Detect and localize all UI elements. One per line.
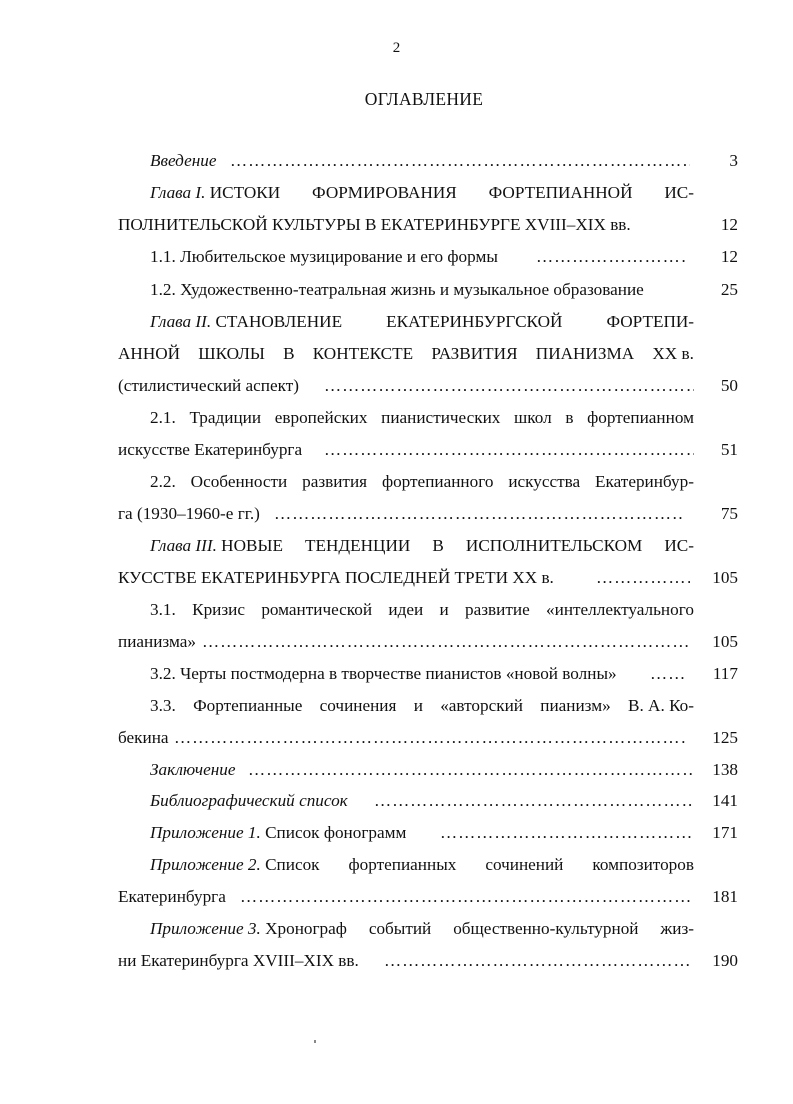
toc-entry-section-2-1-cont[interactable] — [118, 437, 738, 463]
scan-speck — [314, 1040, 316, 1043]
toc-page: 190 — [712, 951, 738, 970]
toc-leader — [230, 148, 690, 174]
toc-justified-line: Глава II. СТАНОВЛЕНИЕ ЕКАТЕРИНБУРГСКОЙ ФОРТЕПИ- — [150, 312, 694, 331]
toc-label: 3.2. Черты постмодерна в творчестве пианистов «новой волны» — [150, 664, 617, 683]
toc-entry-section-3-1[interactable] — [118, 597, 738, 623]
toc-entry-section-2-1[interactable] — [118, 405, 738, 431]
toc-entry-bibliography[interactable] — [118, 788, 738, 814]
toc-prefix: Глава II. — [150, 312, 212, 331]
toc-page: 105 — [712, 632, 738, 651]
toc-entry-section-3-3[interactable] — [118, 693, 738, 719]
toc-label: 1.1. Любительское музицирование и его формы — [150, 247, 498, 266]
toc-justified-line: АННОЙ ШКОЛЫ В КОНТЕКСТЕ РАЗВИТИЯ ПИАНИЗМА XX в. — [118, 344, 694, 363]
toc-entry-chapter-1[interactable] — [118, 180, 738, 206]
toc-prefix: Глава III. — [150, 536, 217, 555]
toc-label: Введение — [150, 151, 217, 170]
toc-entry-section-1-2[interactable] — [118, 277, 738, 303]
toc-page: 138 — [712, 760, 738, 779]
toc-page: 105 — [712, 568, 738, 587]
toc-page: 51 — [720, 440, 738, 459]
toc-label: Приложение 1. Список фонограмм — [150, 823, 407, 842]
toc-label: искусстве Екатеринбурга — [118, 440, 303, 459]
toc-page: 12 — [720, 247, 738, 266]
toc-entry-appendix-3[interactable] — [118, 916, 738, 942]
toc-label: ни Екатеринбурга XVIII–XIX вв. — [118, 951, 359, 970]
toc-prefix: Глава I. — [150, 183, 206, 202]
toc-justified-line: Приложение 2. Список фортепианных сочинений композиторов — [150, 855, 694, 874]
toc-leader — [202, 629, 688, 655]
toc-entry-appendix-1[interactable] — [118, 820, 738, 846]
toc-justified-line: 2.1. Традиции европейских пианистических школ в фортепианном — [150, 408, 694, 427]
toc-justified-line: 3.3. Фортепианные сочинения и «авторский пианизм» В. А. Ко- — [150, 696, 694, 715]
toc-label: га (1930–1960-е гг.) — [118, 504, 260, 523]
toc-entry-section-3-3-cont[interactable] — [118, 725, 738, 751]
toc-label: бекина — [118, 728, 169, 747]
toc-entry-appendix-2[interactable] — [118, 852, 738, 878]
toc-leader — [248, 757, 694, 783]
toc-entry-section-3-2[interactable] — [118, 661, 738, 687]
toc-label: Екатеринбурга — [118, 887, 226, 906]
toc-entry-section-2-2[interactable] — [118, 469, 738, 495]
toc-leader — [536, 244, 688, 270]
toc-label: ПОЛНИТЕЛЬСКОЙ КУЛЬТУРЫ В ЕКАТЕРИНБУРГЕ XVIII–XIX вв. — [118, 215, 631, 234]
toc-justified-line: Глава I. ИСТОКИ ФОРМИРОВАНИЯ ФОРТЕПИАННОЙ ИС- — [150, 183, 694, 202]
toc-leader — [274, 501, 684, 527]
toc-page: 171 — [712, 823, 738, 842]
page-title: ОГЛАВЛЕНИЕ — [364, 89, 484, 109]
toc-prefix: Приложение 3. — [150, 919, 261, 938]
toc-leader — [174, 725, 688, 751]
toc-page: 141 — [712, 791, 738, 810]
toc-page: 75 — [720, 504, 738, 523]
toc-label: КУССТВЕ ЕКАТЕРИНБУРГА ПОСЛЕДНЕЙ ТРЕТИ XX в. — [118, 568, 554, 587]
toc-entry-section-2-2-cont[interactable] — [118, 501, 738, 527]
toc-label: Библиографический список — [150, 791, 348, 810]
toc-page: 50 — [720, 376, 738, 395]
toc-justified-line: 3.1. Кризис романтической идеи и развитие «интеллектуального — [150, 600, 694, 619]
toc-page: 125 — [712, 728, 738, 747]
toc-label: Заключение — [150, 760, 236, 779]
toc-page: 25 — [720, 280, 738, 299]
toc-entry-chapter-3-cont[interactable] — [118, 565, 738, 591]
page-number: 2 — [392, 40, 401, 56]
toc-entry-chapter-2-cont2[interactable] — [118, 373, 738, 399]
toc-leader — [384, 948, 690, 974]
toc-entry-section-3-1-cont[interactable] — [118, 629, 738, 655]
toc-leader — [440, 820, 694, 846]
toc-justified-line: Приложение 3. Хронограф событий общественно-культурной жиз- — [150, 919, 694, 938]
toc-page: 12 — [720, 215, 738, 234]
toc-leader — [324, 437, 694, 463]
toc-entry-appendix-3-cont[interactable] — [118, 948, 738, 974]
toc-label: пианизма» — [118, 632, 196, 651]
toc-entry-appendix-2-cont[interactable] — [118, 884, 738, 910]
toc-entry-section-1-1[interactable] — [118, 244, 738, 270]
toc-label: 1.2. Художественно-театральная жизнь и музыкальное образование — [150, 280, 644, 299]
toc-entry-chapter-3[interactable] — [118, 533, 738, 559]
toc-leader — [596, 565, 690, 591]
toc-page: 181 — [712, 887, 738, 906]
toc-justified-line: Глава III. НОВЫЕ ТЕНДЕНЦИИ В ИСПОЛНИТЕЛЬСКОМ ИС- — [150, 536, 694, 555]
toc-entry-chapter-1-cont[interactable] — [118, 212, 738, 238]
toc-entry-chapter-2-cont[interactable] — [118, 341, 738, 367]
toc-label: (стилистический аспект) — [118, 376, 299, 395]
toc-prefix: Приложение 2. — [150, 855, 261, 874]
toc-entry-conclusion[interactable] — [118, 757, 738, 783]
toc-justified-line: 2.2. Особенности развития фортепианного искусства Екатеринбур- — [150, 472, 694, 491]
toc-page: 117 — [712, 664, 738, 683]
toc-leader — [374, 788, 694, 814]
toc-leader — [324, 373, 694, 399]
toc-page: 3 — [729, 151, 738, 170]
toc-prefix: Приложение 1. — [150, 823, 261, 842]
toc-leader — [240, 884, 692, 910]
toc-entry-chapter-2[interactable] — [118, 309, 738, 335]
toc-entry-intro[interactable] — [118, 148, 738, 174]
